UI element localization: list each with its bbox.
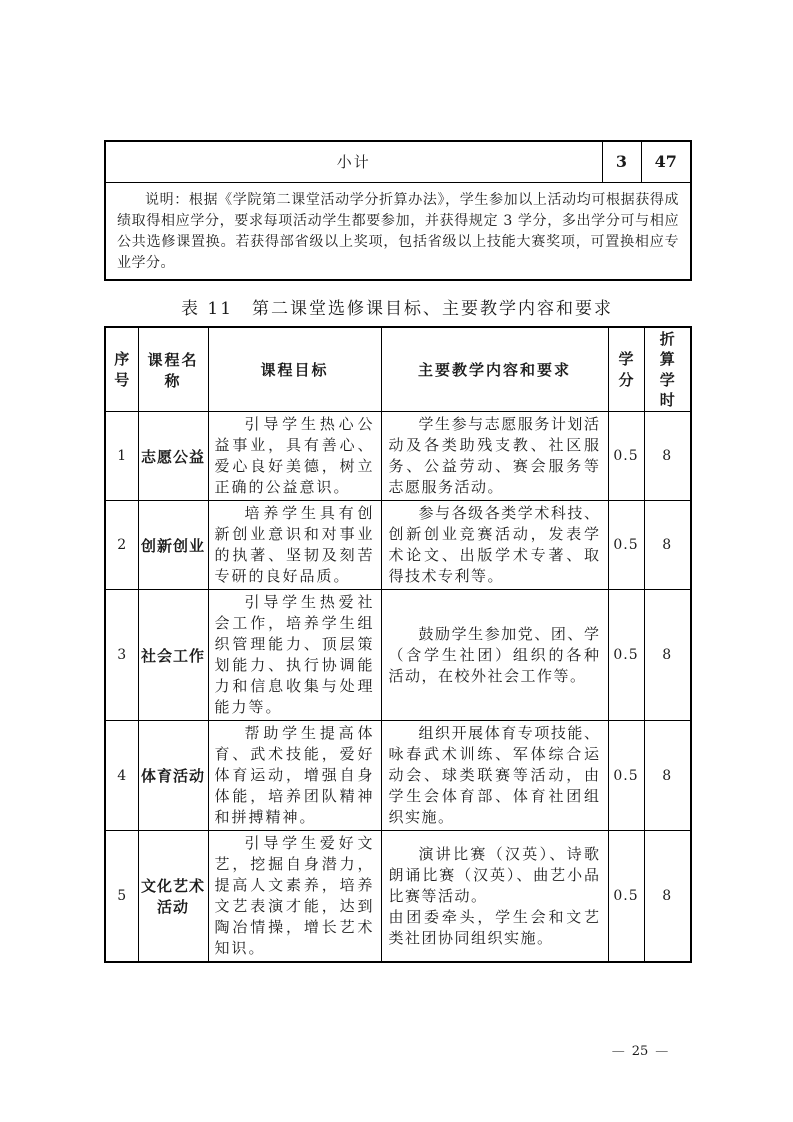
table-row [105,501,691,590]
header-hours: 折算学时 [644,327,691,412]
note-row [105,182,691,280]
table-row [105,412,691,501]
credits-cell: 0.5 [608,721,644,831]
course-name-cell: 文化艺术活动 [138,831,208,963]
course-goal-cell: 引导学生爱好文艺，挖掘自身潜力，提高人文素养，培养文艺表演才能，达到陶冶情操，增长艺术知识。 [208,831,381,963]
table-row [105,831,691,963]
course-name-cell: 创新创业 [138,501,208,590]
content-cell: 鼓励学生参加党、团、学（含学生社团）组织的各种活动，在校外社会工作等。 [381,590,608,721]
subtotal-hours-cell: 47 [641,141,691,182]
table-row [105,721,691,831]
footer-dash-left: — [611,1044,625,1059]
header-index: 序号 [105,327,138,412]
index-cell: 5 [105,831,138,963]
hours-cell: 8 [644,831,691,963]
credits-cell: 0.5 [608,590,644,721]
table-title: 表 11 第二课堂选修课目标、主要教学内容和要求 [180,299,614,319]
hours-cell: 8 [644,721,691,831]
page-footer [583,1044,697,1059]
hours-cell: 8 [644,412,691,501]
course-goal-cell: 引导学生热爱社会工作，培养学生组织管理能力、顶层策划能力、执行协调能力和信息收集与处理能力等。 [208,590,381,721]
header-course-goal: 课程目标 [208,327,381,412]
header-course-name: 课程名称 [138,327,208,412]
credits-cell: 0.5 [608,831,644,963]
content-cell: 演讲比赛（汉英）、诗歌朗诵比赛（汉英）、曲艺小品比赛等活动。 由团委牵头，学生会和文艺类社团协同组织实施。 [381,831,608,963]
subtotal-row [105,141,691,182]
table-row [105,590,691,721]
course-goal-cell: 引导学生热心公益事业，具有善心、爱心良好美德，树立正确的公益意识。 [208,412,381,501]
index-cell: 2 [105,501,138,590]
subtotal-label-cell: 小计 [105,141,602,182]
course-name-cell: 志愿公益 [138,412,208,501]
footer-dash-right: — [655,1044,669,1059]
index-cell: 3 [105,590,138,721]
index-cell: 4 [105,721,138,831]
index-cell: 1 [105,412,138,501]
summary-table [104,140,692,281]
content-cell: 组织开展体育专项技能、咏春武术训练、军体综合运动会、球类联赛等活动，由学生会体育部、体育社团组织实施。 [381,721,608,831]
hours-cell: 8 [644,501,691,590]
course-goal-cell: 培养学生具有创新创业意识和对事业的执著、坚韧及刻苦专研的良好品质。 [208,501,381,590]
note-text: 说明：根据《学院第二课堂活动学分折算办法》，学生参加以上活动均可根据获得成绩取得相应学分，要求每项活动学生都要参加，并获得规定 3 学分，多出学分可与相应公共选修课置换。若获得部省级以上奖项，包括省级以上技能大赛奖项，可置换相应专业学分。 [117,191,679,271]
table-header-row [105,327,691,412]
note-cell [105,182,691,280]
course-name-cell: 体育活动 [138,721,208,831]
curriculum-table [104,326,692,963]
subtotal-credits-cell: 3 [602,141,641,182]
content-cell: 参与各级各类学术科技、创新创业竞赛活动，发表学术论文、出版学术专著、取得技术专利等。 [381,501,608,590]
credits-cell: 0.5 [608,501,644,590]
page-number: 25 [631,1044,649,1059]
credits-cell: 0.5 [608,412,644,501]
content-cell: 学生参与志愿服务计划活动及各类助残支教、社区服务、公益劳动、赛会服务等志愿服务活动。 [381,412,608,501]
hours-cell: 8 [644,590,691,721]
header-credits: 学分 [608,327,644,412]
course-goal-cell: 帮助学生提高体育、武术技能，爱好体育运动，增强自身体能，培养团队精神和拼搏精神。 [208,721,381,831]
header-content: 主要教学内容和要求 [381,327,608,412]
course-name-cell: 社会工作 [138,590,208,721]
